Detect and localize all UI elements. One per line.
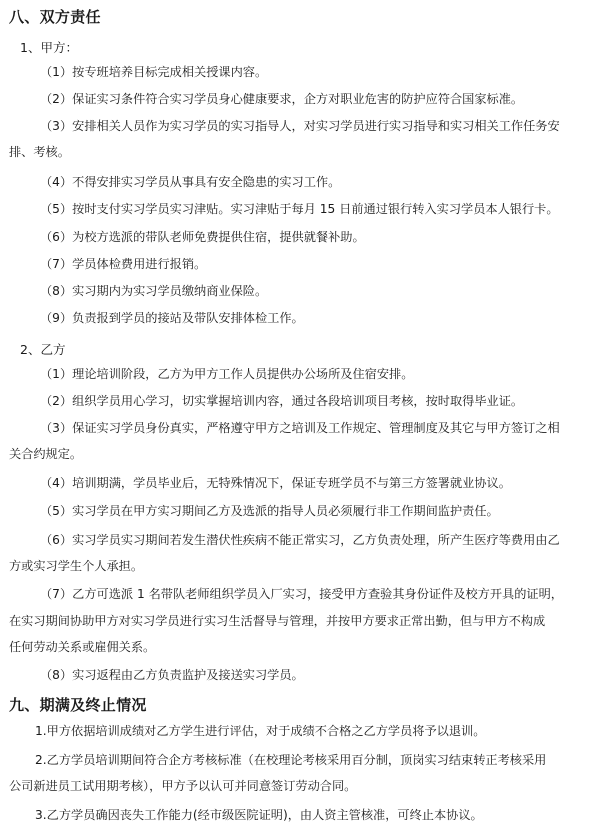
section-9-heading: 九、期满及终止情况 xyxy=(9,696,147,714)
party-b-item-7-cont-1: 在实习期间协助甲方对实习学员进行实习生活督导与管理，并按甲方要求正常出勤，但与甲方不构成 xyxy=(9,614,546,628)
party-b-item-7-cont-2: 任何劳动关系或雇佣关系。 xyxy=(9,640,156,654)
party-b-item-2: （2）组织学员用心学习，切实掌握培训内容，通过各段培训项目考核，按时取得毕业证。 xyxy=(40,394,524,408)
party-a-item-1: （1）按专班培养目标完成相关授课内容。 xyxy=(40,65,268,79)
party-a-label: 1、甲方： xyxy=(20,40,78,55)
party-a-item-2: （2）保证实习条件符合实习学员身心健康要求，企方对职业危害的防护应符合国家标准。 xyxy=(40,92,524,106)
termination-item-3: 3.乙方学员确因丧失工作能力(经市级医院证明)，由人资主管核准，可终止本协议。 xyxy=(35,808,483,822)
termination-item-1: 1.甲方依据培训成绩对乙方学生进行评估，对于成绩不合格之乙方学员将予以退训。 xyxy=(35,724,486,738)
termination-item-2-cont: 公司新进员工试用期考核），甲方予以认可并同意签订劳动合同。 xyxy=(9,779,357,793)
party-b-item-1: （1）理论培训阶段，乙方为甲方工作人员提供办公场所及住宿安排。 xyxy=(40,367,414,381)
party-b-item-4: （4）培训期满，学员毕业后，无特殊情况下，保证专班学员不与第三方签署就业协议。 xyxy=(40,476,511,490)
party-a-item-3: （3）安排相关人员作为实习学员的实习指导人，对实习学员进行实习指导和实习相关工作任务安 xyxy=(40,119,560,133)
party-b-item-5: （5）实习学员在甲方实习期间乙方及选派的指导人员必须履行非工作期间监护责任。 xyxy=(40,504,499,518)
party-a-item-7: （7）学员体检费用进行报销。 xyxy=(40,257,207,271)
party-a-item-3-cont: 排、考核。 xyxy=(9,145,70,159)
party-b-item-6-cont: 方或实习学生个人承担。 xyxy=(9,559,144,573)
party-b-item-3-cont: 关合约规定。 xyxy=(9,447,83,461)
party-a-item-4: （4）不得安排实习学员从事具有安全隐患的实习工作。 xyxy=(40,175,341,189)
party-b-label: 2、乙方 xyxy=(20,342,66,357)
party-b-item-3: （3）保证实习学员身份真实，严格遵守甲方之培训及工作规定、管理制度及其它与甲方签订之相 xyxy=(40,421,560,435)
section-8-heading: 八、双方责任 xyxy=(9,8,101,26)
termination-item-2: 2.乙方学员培训期间符合企方考核标准（在校理论考核采用百分制，顶岗实习结束转正考核采用 xyxy=(35,753,547,767)
party-a-item-9: （9）负责报到学员的接站及带队安排体检工作。 xyxy=(40,311,304,325)
party-a-item-8: （8）实习期内为实习学员缴纳商业保险。 xyxy=(40,284,268,298)
party-a-item-6: （6）为校方选派的带队老师免费提供住宿，提供就餐补助。 xyxy=(40,230,365,244)
party-a-item-5: （5）按时支付实习学员实习津贴。实习津贴于每月 15 日前通过银行转入实习学员本人银行卡。 xyxy=(40,202,559,216)
party-b-item-7: （7）乙方可选派 1 名带队老师组织学员入厂实习，接受甲方查验其身份证件及校方开具的证明， xyxy=(40,587,563,601)
party-b-item-6: （6）实习学员实习期间若发生潜伏性疾病不能正常实习，乙方负责处理，所产生医疗等费用由乙 xyxy=(40,533,560,547)
party-b-item-8: （8）实习返程由乙方负责监护及接送实习学员。 xyxy=(40,668,304,682)
